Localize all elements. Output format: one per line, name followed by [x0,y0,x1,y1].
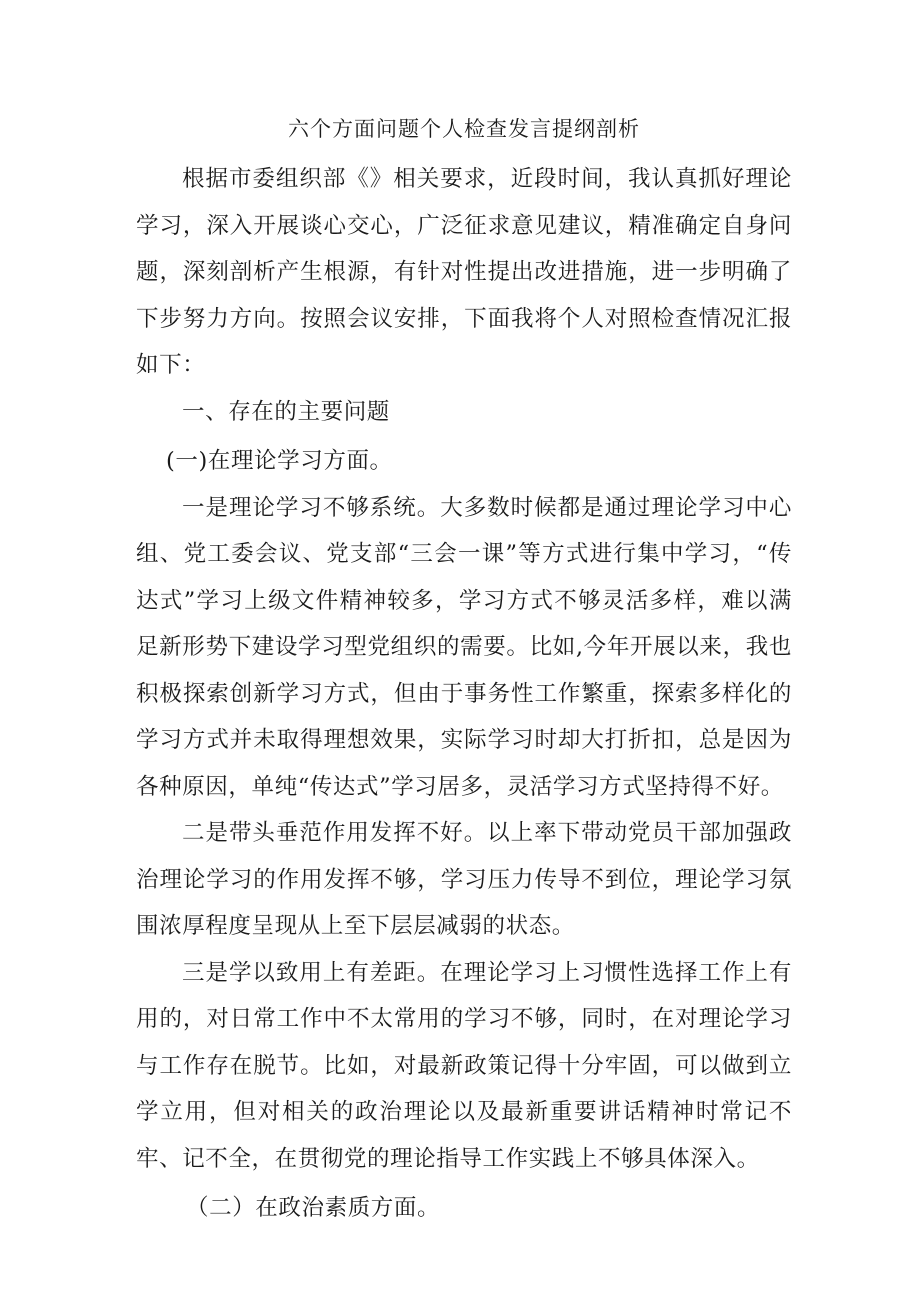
document-title: 六个方面问题个人检查发言提纲剖析 [288,117,640,141]
subsection-heading-political: （二）在政治素质方面。 [186,1195,441,1221]
section-heading-problems: 一、存在的主要问题 [182,398,390,425]
paragraph-application-gap: 三是学以致用上有差距。在理论学习上习惯性选择工作上有用的，对日常工作中不太常用的学习不够，同时，在对理论学习与工作存在脱节。比如，对最新政策记得十分牢固，可以做到立学立用，但对相关的政治理论以及最新重要讲话精神时常记不牢、记不全，在贯彻党的理论指导工作实践上不够具体深入。 [136,959,792,1172]
subsection-heading-theory: (一)在理论学习方面。 [166,448,393,474]
paragraph-theory-not-systematic: 一是理论学习不够系统。大多数时候都是通过理论学习中心组、党工委会议、党支部“三会一课”等方式进行集中学习，“传达式”学习上级文件精神较多，学习方式不够灵活多样，难以满足新形势下建设学习型党组织的需要。比如,今年开展以来，我也积极探索创新学习方式，但由于事务性工作繁重，探索多样化的学习方式并未取得理想效果，实际学习时却大打折扣，总是因为各种原因，单纯“传达式”学习居多，灵活学习方式坚持得不好。 [136,494,792,800]
intro-paragraph: 根据市委组织部《》相关要求，近段时间，我认真抓好理论学习，深入开展谈心交心，广泛征求意见建议，精准确定自身问题，深刻剖析产生根源，有针对性提出改进措施，进一步明确了下步努力方向。按照会议安排，下面我将个人对照检查情况汇报如下： [136,166,792,378]
paragraph-leading-role: 二是带头垂范作用发挥不好。以上率下带动党员干部加强政治理论学习的作用发挥不够，学习压力传导不到位，理论学习氛围浓厚程度呈现从上至下层层减弱的状态。 [136,820,792,939]
